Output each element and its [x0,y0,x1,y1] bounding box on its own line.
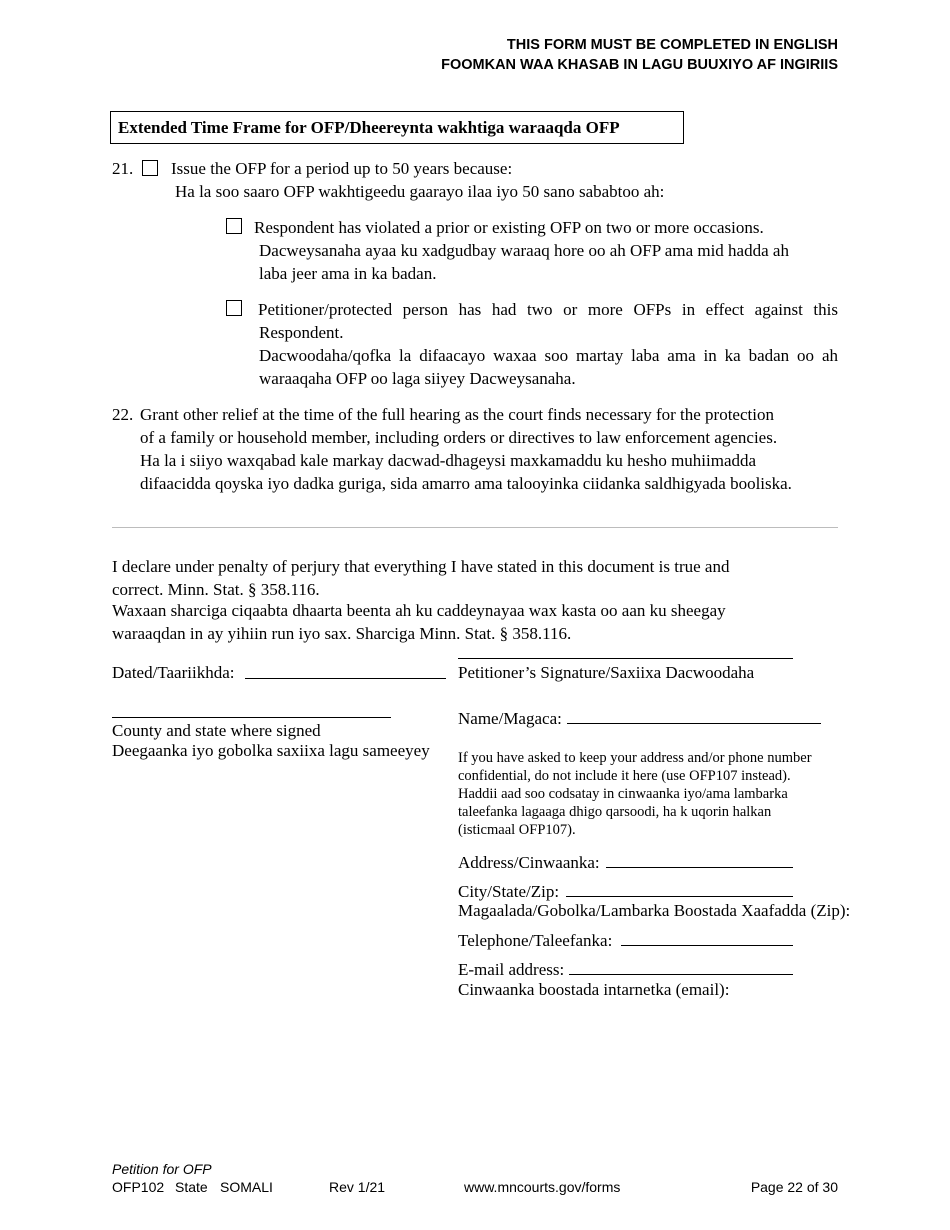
confidential-note-line2: confidential, do not include it here (use OFP107 instead). [458,768,791,784]
footer-form-code: OFP102 [112,1179,165,1195]
declaration-line1: I declare under penalty of perjury that everything I have stated in this document is true and [112,557,730,576]
county-label: County and state where signed [112,721,321,740]
confidential-note-line3: Haddii aad soo codsatay in cinwaanka iyo/ama lambarka [458,786,788,802]
name-input-line[interactable] [567,723,821,724]
address-input-line[interactable] [606,867,793,868]
item-21-number: 21. [112,159,134,178]
item-21-option-1-en: Respondent has violated a prior or existing OFP on two or more occasions. [254,218,764,237]
item-21-option-2-en-line2: Respondent. [259,323,344,342]
declaration-line4: waraaqdan in ay yihiin run iyo sax. Sharciga Minn. Stat. § 358.116. [112,624,572,643]
item-22-line3: Ha la i siiyo waxqabad kale markay dacwad-dhageysi maxkamaddu ku hesho muhiimadda [140,451,757,470]
item-22-number: 22. [112,405,134,424]
section-title-box [110,111,684,144]
confidential-note-line5: (isticmaal OFP107). [458,822,576,838]
item-21-option-2-so-line2: waraaqaha OFP oo laga siiyey Dacweysanaha. [259,369,576,388]
city-label-so: Magaalada/Gobolka/Lambarka Boostada Xaafadda (Zip): [458,901,851,920]
footer-language: SOMALI [220,1179,273,1195]
telephone-label: Telephone/Taleefanka: [458,931,613,950]
footer-form-title: Petition for OFP [112,1161,212,1177]
item-21-option-2-so-line1: Dacwoodaha/qofka la difaacayo waxaa soo martay laba ama in ka badan oo ah [259,346,838,365]
city-label: City/State/Zip: [458,882,560,901]
item-21-option-1-so-line1: Dacweysanaha ayaa ku xadgudbay waraaq hore oo ah OFP ama mid hadda ah [259,241,789,260]
telephone-input-line[interactable] [621,945,793,946]
item-22-line4: difaacidda qoyska iyo dadka guriga, sida amarro ama talooyinka ciidanka saldhigyada booliska. [140,474,792,493]
dated-label: Dated/Taariikhda: [112,663,235,682]
section-divider [112,527,838,528]
item-21-option-1-so-line2: laba jeer ama in ka badan. [259,264,437,283]
item-21-option-1-checkbox[interactable] [226,218,242,234]
footer-state: State [175,1179,208,1195]
footer-revision: Rev 1/21 [329,1179,386,1195]
email-input-line[interactable] [569,974,793,975]
item-22-line1: Grant other relief at the time of the full hearing as the court finds necessary for the protection [140,405,774,424]
footer-url[interactable]: www.mncourts.gov/forms [464,1179,621,1195]
email-label: E-mail address: [458,960,565,979]
header-somali-notice: FOOMKAN WAA KHASAB IN LAGU BUUXIYO AF INGIRIIS [441,57,838,73]
name-label: Name/Magaca: [458,709,562,728]
item-21-text-so: Ha la soo saaro OFP wakhtigeedu gaarayo ilaa iyo 50 sano sababtoo ah: [175,182,665,201]
email-label-so: Cinwaanka boostada intarnetka (email): [458,980,730,999]
address-label: Address/Cinwaanka: [458,853,600,872]
item-21-checkbox[interactable] [142,160,158,176]
section-title: Extended Time Frame for OFP/Dheereynta wakhtiga waraaqda OFP [118,118,620,137]
header-english-notice: THIS FORM MUST BE COMPLETED IN ENGLISH [506,37,838,53]
confidential-note-line1: If you have asked to keep your address and/or phone number [458,750,812,766]
item-21-option-2-en-line1: Petitioner/protected person has had two or more OFPs in effect against this [258,300,838,319]
item-21-option-2-checkbox[interactable] [226,300,242,316]
declaration-line3: Waxaan sharciga ciqaabta dhaarta beenta ah ku caddeynayaa wax kasta oo aan ku sheegay [112,601,726,620]
declaration-line2: correct. Minn. Stat. § 358.116. [112,580,320,599]
dated-input-line[interactable] [245,678,446,679]
petitioner-signature-label: Petitioner’s Signature/Saxiixa Dacwoodaha [458,663,755,682]
item-21-text-en: Issue the OFP for a period up to 50 years because: [171,159,513,178]
county-label-so: Deegaanka iyo gobolka saxiixa lagu sameeyey [112,741,430,760]
confidential-note-line4: taleefanka lagaaga dhigo qarsoodi, ha k uqorin halkan [458,804,772,820]
petitioner-signature-line[interactable] [458,658,793,659]
city-input-line[interactable] [566,896,793,897]
footer-page-number: Page 22 of 30 [750,1179,838,1195]
item-22-line2: of a family or household member, including orders or directives to law enforcement agencies. [140,428,778,447]
